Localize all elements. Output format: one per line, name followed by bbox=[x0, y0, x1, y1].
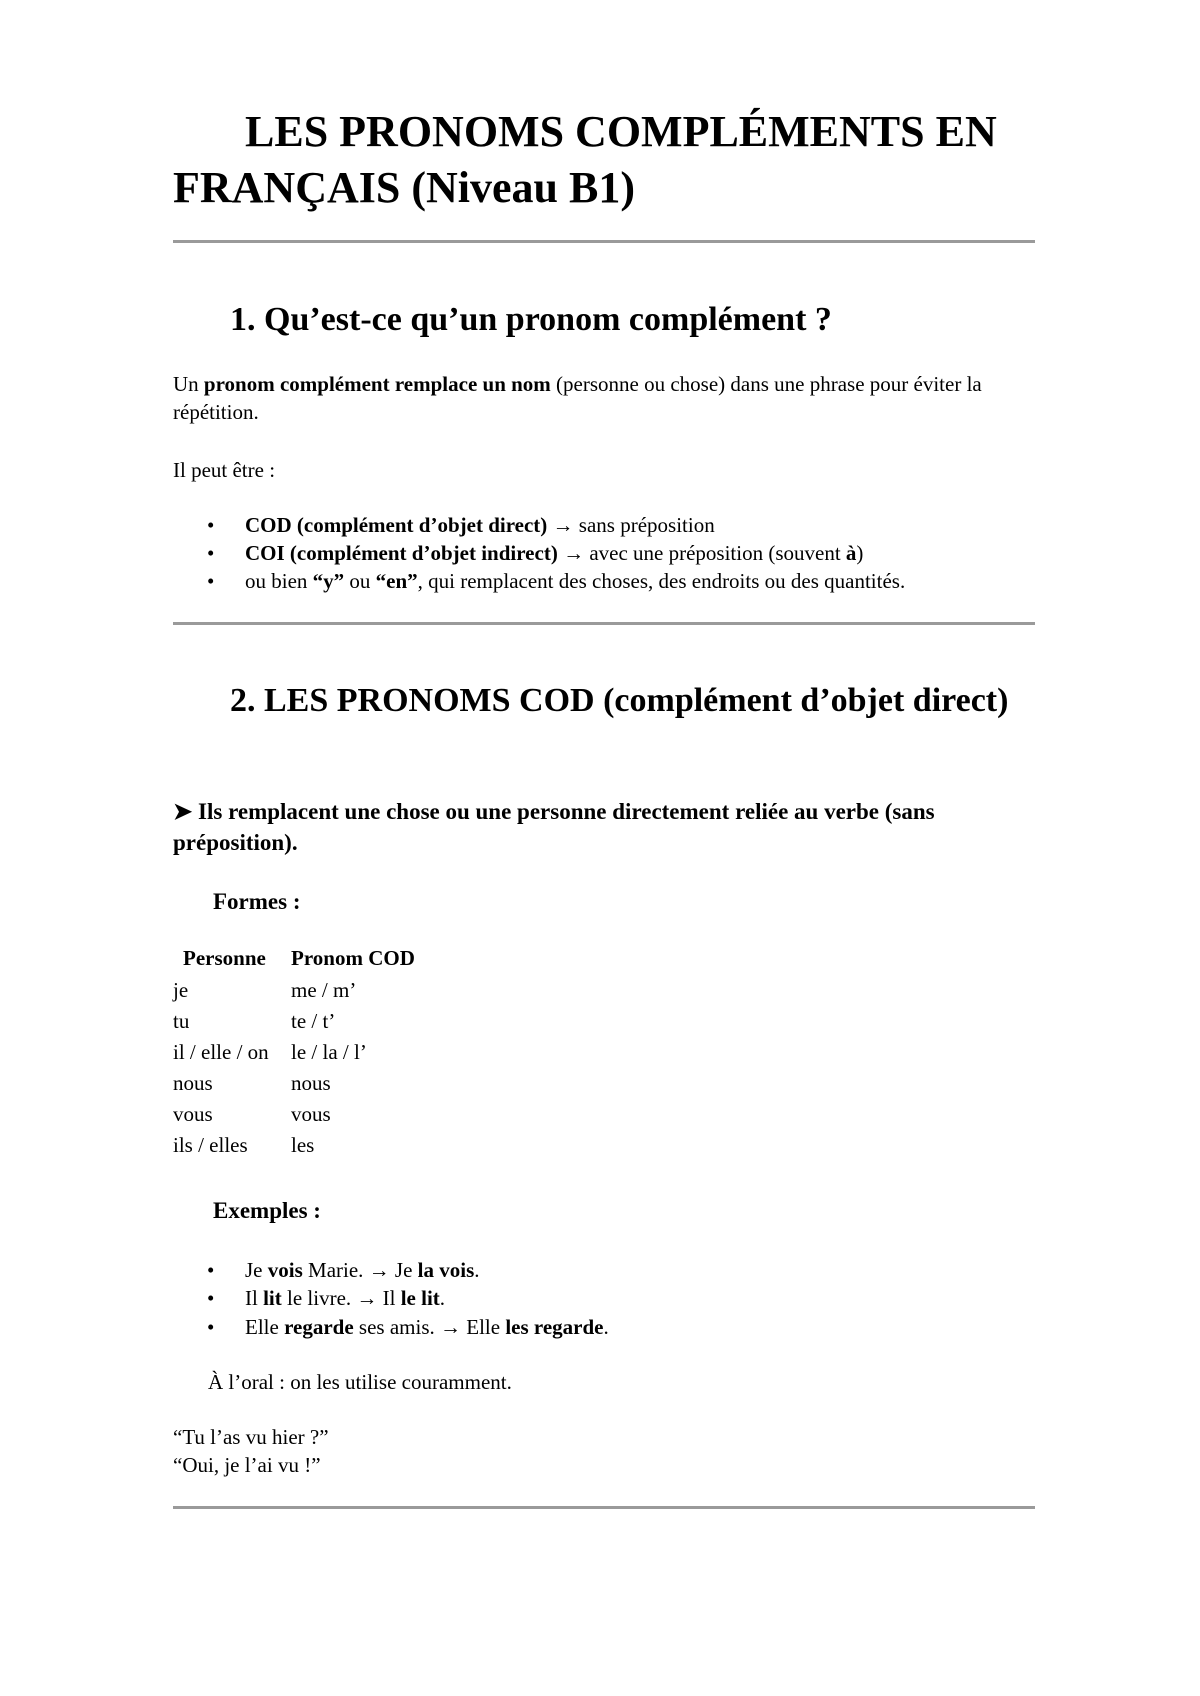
document-title: LES PRONOMS COMPLÉMENTS EN FRANÇAIS (Niveau B1) bbox=[173, 107, 997, 212]
example-text: . bbox=[603, 1315, 609, 1339]
coi-closing: ) bbox=[856, 541, 864, 565]
example-text: Marie. → Je bbox=[302, 1258, 418, 1282]
table-cell: vous bbox=[173, 1102, 213, 1126]
example-text: ses amis. → Elle bbox=[353, 1315, 506, 1339]
example-text: Je bbox=[245, 1258, 268, 1282]
bullet-icon: • bbox=[207, 513, 215, 537]
bullet-icon: • bbox=[207, 569, 215, 593]
header-pronom-cod: Pronom COD bbox=[291, 946, 415, 970]
example-verb: vois bbox=[267, 1258, 303, 1282]
table-cell: vous bbox=[291, 1102, 331, 1126]
exemples-label: Exemples : bbox=[213, 1198, 321, 1223]
example-text: . bbox=[439, 1286, 446, 1310]
header-personne: Personne bbox=[183, 946, 266, 970]
dialogue-line: “Tu l’as vu hier ?” bbox=[173, 1425, 329, 1449]
section-1-heading: 1. Qu’est-ce qu’un pronom complément ? bbox=[230, 301, 832, 338]
oral-note: À l’oral : on les utilise couramment. bbox=[208, 1370, 512, 1394]
intro-prefix: Un bbox=[173, 372, 204, 396]
table-cell: ils / elles bbox=[173, 1133, 248, 1157]
example-pronoun: la vois bbox=[417, 1258, 475, 1282]
y-en-connector: ou bbox=[344, 569, 376, 593]
peut-etre-text: Il peut être : bbox=[173, 458, 276, 482]
en-term: “en” bbox=[375, 569, 418, 593]
cod-description: → sans préposition bbox=[547, 513, 715, 537]
horizontal-rule bbox=[173, 622, 1035, 625]
table-cell: je bbox=[173, 978, 189, 1002]
bullet-icon: • bbox=[207, 1315, 215, 1339]
example-text: Il bbox=[245, 1286, 264, 1310]
table-cell: les bbox=[291, 1133, 315, 1157]
table-cell: nous bbox=[291, 1071, 331, 1095]
y-en-description: , qui remplacent des choses, des endroits ou des quantités. bbox=[417, 569, 906, 593]
example-pronoun: les regarde bbox=[505, 1315, 604, 1339]
example-text: Elle bbox=[245, 1315, 285, 1339]
example-text: . bbox=[474, 1258, 480, 1282]
cod-term: COD (complément d’objet direct) bbox=[245, 513, 548, 537]
bullet-icon: • bbox=[207, 541, 215, 565]
table-cell: il / elle / on bbox=[173, 1040, 269, 1064]
intro-bold: pronom complément remplace un nom bbox=[203, 372, 551, 396]
section-2-heading: 2. LES PRONOMS COD (complément d’objet direct) bbox=[230, 682, 1009, 719]
coi-description: → avec une préposition (souvent bbox=[557, 541, 846, 565]
table-cell: te / t’ bbox=[291, 1009, 336, 1033]
intro-suffix: (personne ou chose) dans une phrase pour éviter la répétition. bbox=[173, 372, 982, 424]
coi-term: COI (complément d’objet indirect) bbox=[245, 541, 558, 565]
bullet-icon: • bbox=[207, 1286, 215, 1310]
example-verb: lit bbox=[263, 1286, 282, 1310]
table-cell: nous bbox=[173, 1071, 213, 1095]
table-cell: tu bbox=[173, 1009, 190, 1033]
section-1-intro bbox=[173, 370, 1035, 426]
coi-preposition: à bbox=[845, 541, 857, 565]
example-text: le livre. → Il bbox=[281, 1286, 401, 1310]
formes-label: Formes : bbox=[213, 889, 301, 914]
dialogue-line: “Oui, je l’ai vu !” bbox=[173, 1453, 321, 1477]
bullet-icon: • bbox=[207, 1258, 215, 1282]
y-en-prefix: ou bien bbox=[245, 569, 313, 593]
horizontal-rule bbox=[173, 1506, 1035, 1509]
horizontal-rule bbox=[173, 240, 1035, 243]
example-pronoun: le lit bbox=[400, 1286, 440, 1310]
table-cell: me / m’ bbox=[291, 978, 357, 1002]
cod-definition: ➤ Ils remplacent une chose ou une personne directement reliée au verbe (sans préposition). bbox=[173, 799, 935, 855]
example-verb: regarde bbox=[284, 1315, 354, 1339]
table-cell: le / la / l’ bbox=[291, 1040, 367, 1064]
y-term: “y” bbox=[312, 569, 345, 593]
